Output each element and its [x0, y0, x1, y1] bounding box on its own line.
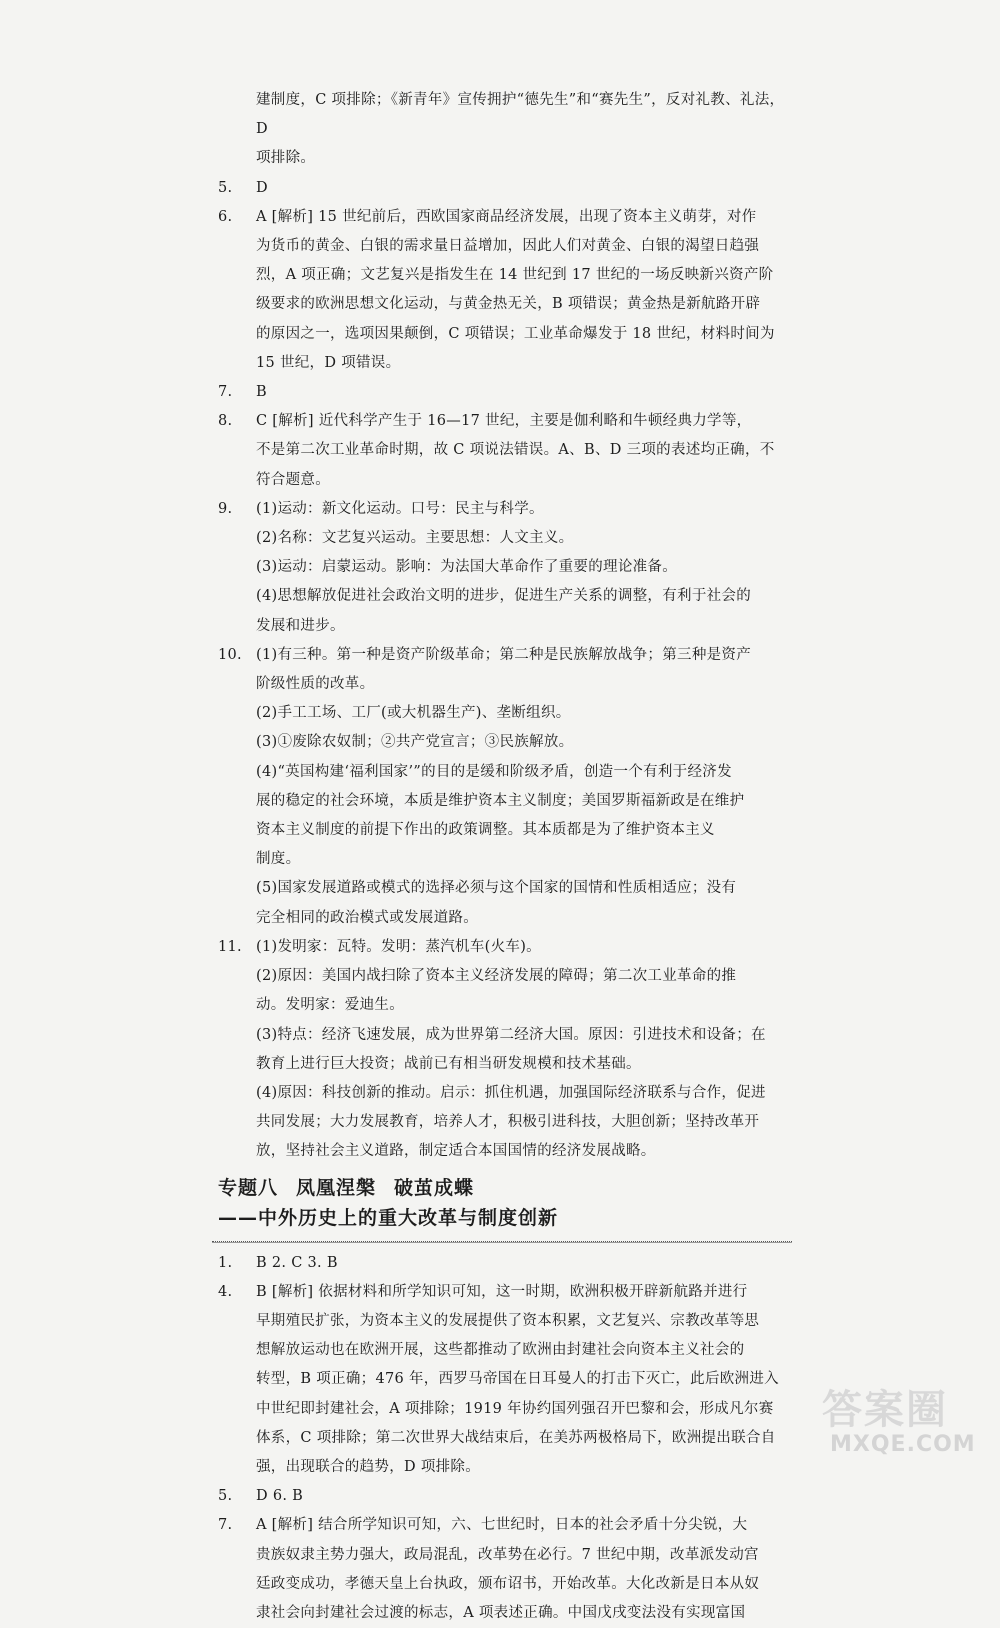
answer-item — [218, 1511, 796, 1628]
text-line: (4)思想解放促进社会政治文明的进步，促进生产关系的调整，有利于社会的 — [256, 588, 752, 605]
text-line: 体系，C 项排除；第二次世界大战结束后，在美苏两极格局下，欧洲提出联合自 — [256, 1429, 776, 1446]
section-title — [218, 1173, 796, 1203]
question-number: 9. — [218, 500, 233, 517]
text-line: 强，出现联合的趋势，D 项排除。 — [256, 1458, 481, 1475]
text-line: A [解析] 15 世纪前后，西欧国家商品经济发展，出现了资本主义萌芽，对作 — [256, 208, 757, 225]
text-line: 建制度，C 项排除；《新青年》宣传拥护“德先生”和“赛先生”，反对礼教、礼法，D — [256, 92, 785, 138]
answer-item — [218, 174, 796, 203]
answer-list-b — [218, 1249, 796, 1628]
text-line: 放，坚持社会主义道路，制定适合本国国情的经济发展战略。 — [256, 1143, 656, 1160]
answer-item — [218, 407, 796, 495]
text-line: 贵族奴隶主势力强大，政局混乱，改革势在必行。7 世纪中期，改革派发动宫 — [256, 1546, 759, 1563]
text-line: B [解析] 依据材料和所学知识可知，这一时期，欧洲积极开辟新航路并进行 — [256, 1283, 748, 1300]
continuation-paragraph — [218, 86, 796, 174]
text-line: 为货币的黄金、白银的需求量日益增加，因此人们对黄金、白银的渴望日趋强 — [256, 238, 760, 255]
text-line: 阶级性质的改革。 — [256, 676, 375, 693]
answer-item — [218, 933, 796, 1167]
text-line: 制度。 — [256, 851, 301, 868]
text-line: 符合题意。 — [256, 471, 330, 488]
question-number: 11. — [218, 938, 242, 955]
watermark-url: MXQE.COM — [830, 1432, 976, 1457]
question-number: 8. — [218, 413, 233, 430]
section-number: 专题八 — [218, 1176, 279, 1199]
answer-item — [218, 641, 796, 933]
text-line: (4)“英国构建‘福利国家’”的目的是缓和阶级矛盾，创造一个有利于经济发 — [256, 763, 732, 780]
text-line: 教育上进行巨大投资；战前已有相当研发规模和技术基础。 — [256, 1055, 641, 1072]
text-line: (2)原因：美国内战扫除了资本主义经济发展的障碍；第二次工业革命的推 — [256, 968, 737, 985]
section-subtitle: ——中外历史上的重大改革与制度创新 — [218, 1206, 559, 1229]
text-line: 转型，B 项正确；476 年，西罗马帝国在日耳曼人的打击下灭亡，此后欧洲进入 — [256, 1371, 779, 1388]
text-line: 发展和进步。 — [256, 617, 345, 634]
watermark — [822, 1388, 982, 1464]
text-line: (4)原因：科技创新的推动。启示：抓住机遇，加强国际经济联系与合作，促进 — [256, 1084, 766, 1101]
answer-item — [218, 1249, 796, 1278]
answer-item — [218, 495, 796, 641]
text-line: D — [256, 179, 268, 196]
text-line: 完全相同的政治模式或发展道路。 — [256, 909, 478, 926]
question-number: 6. — [218, 208, 233, 225]
text-line: (2)手工工场、工厂(或大机器生产)、垄断组织。 — [256, 705, 571, 722]
section-name-1: 凤凰涅槃 — [296, 1176, 377, 1199]
text-line: (1)有三种。第一种是资产阶级革命；第二种是民族解放战争；第三种是资产 — [256, 646, 752, 663]
text-line: 级要求的欧洲思想文化运动，与黄金热无关，B 项错误；黄金热是新航路开辟 — [256, 296, 761, 313]
text-line: 的原因之一，选项因果颠倒，C 项错误；工业革命爆发于 18 世纪，材料时间为 — [256, 325, 775, 342]
question-number: 7. — [218, 1517, 233, 1534]
question-number: 10. — [218, 646, 242, 663]
text-line: 廷政变成功，孝德天皇上台执政，颁布诏书，开始改革。大化改新是日本从奴 — [256, 1575, 760, 1592]
text-line: (1)发明家：瓦特。发明：蒸汽机车(火车)。 — [256, 938, 541, 955]
text-line: B — [256, 384, 267, 401]
question-number: 4. — [218, 1283, 233, 1300]
question-number: 5. — [218, 179, 233, 196]
answer-list-a — [218, 174, 796, 1167]
text-line: 资本主义制度的前提下作出的政策调整。其本质都是为了维护资本主义 — [256, 822, 715, 839]
text-line: (3)①废除农奴制；②共产党宣言；③民族解放。 — [256, 734, 574, 751]
text-line: 隶社会向封建社会过渡的标志，A 项表述正确。中国戊戌变法没有实现富国 — [256, 1604, 746, 1621]
answer-content — [218, 86, 796, 1628]
text-line: 想解放运动也在欧洲开展，这些都推动了欧洲由封建社会向资本主义社会的 — [256, 1342, 745, 1359]
text-line: (2)名称：文艺复兴运动。主要思想：人文主义。 — [256, 530, 574, 547]
text-line: B 2. C 3. B — [256, 1254, 338, 1271]
text-line: (1)运动：新文化运动。口号：民主与科学。 — [256, 500, 544, 517]
answer-item — [218, 203, 796, 378]
text-line: 展的稳定的社会环境，本质是维护资本主义制度；美国罗斯福新政是在维护 — [256, 792, 745, 809]
text-line: 不是第二次工业革命时期，故 C 项说法错误。A、B、D 三项的表述均正确，不 — [256, 442, 775, 459]
watermark-logo: 答案圈 — [822, 1387, 948, 1433]
answer-item — [218, 1482, 796, 1511]
text-line: 15 世纪，D 项错误。 — [256, 354, 401, 371]
text-line: (5)国家发展道路或模式的选择必须与这个国家的国情和性质相适应；没有 — [256, 880, 737, 897]
text-line: 项排除。 — [256, 150, 316, 167]
section-name-2: 破茧成蝶 — [394, 1176, 475, 1199]
text-line: D 6. B — [256, 1488, 304, 1505]
text-line: 中世纪即封建社会，A 项排除；1919 年协约国列强召开巴黎和会，形成凡尔赛 — [256, 1400, 774, 1417]
question-number: 1. — [218, 1254, 233, 1271]
text-line: 动。发明家：爱迪生。 — [256, 997, 404, 1014]
text-line: 共同发展；大力发展教育，培养人才，积极引进科技，大胆创新；坚持改革开 — [256, 1114, 760, 1131]
question-number: 7. — [218, 384, 233, 401]
text-line: 早期殖民扩张，为资本主义的发展提供了资本积累，文艺复兴、宗教改革等思 — [256, 1312, 760, 1329]
text-line: (3)特点：经济飞速发展，成为世界第二经济大国。原因：引进技术和设备；在 — [256, 1026, 766, 1043]
text-line: C [解析] 近代科学产生于 16—17 世纪，主要是伽利略和牛顿经典力学等， — [256, 413, 752, 430]
answer-item — [218, 378, 796, 407]
text-line: A [解析] 结合所学知识可知，六、七世纪时，日本的社会矛盾十分尖锐，大 — [256, 1517, 748, 1534]
question-number: 5. — [218, 1488, 233, 1505]
answer-item — [218, 1278, 796, 1482]
text-line: 烈，A 项正确；文艺复兴是指发生在 14 世纪到 17 世纪的一场反映新兴资产阶 — [256, 267, 774, 284]
text-line: (3)运动：启蒙运动。影响：为法国大革命作了重要的理论准备。 — [256, 559, 678, 576]
divider — [212, 1241, 792, 1243]
